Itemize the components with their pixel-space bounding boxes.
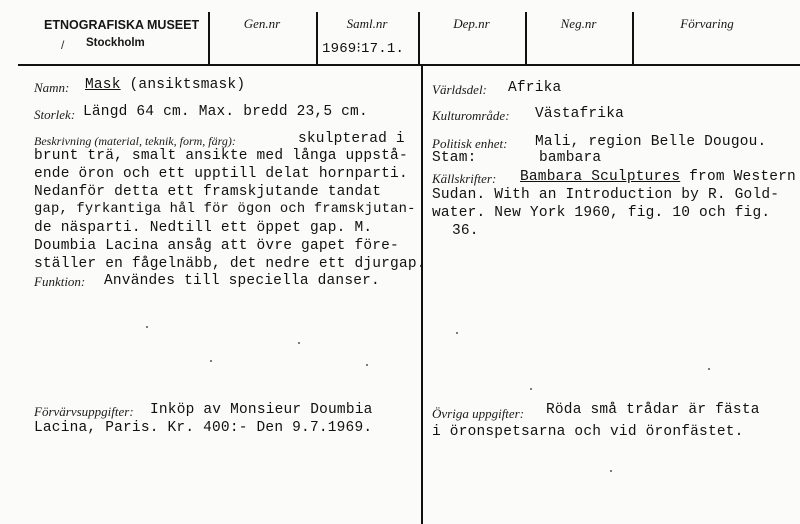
namn-main: Mask [85, 77, 121, 93]
kallskrifter-title: Bambara Sculptures [520, 169, 681, 185]
forvarv-value-line2: Lacina, Paris. Kr. 400:- Den 9.7.1969. [34, 420, 373, 436]
header-bottom-rule [18, 64, 800, 66]
forvarv-value: Inköp av Monsieur Doumbia [150, 402, 373, 418]
namn-rest: (ansiktsmask) [120, 77, 246, 93]
speck [530, 388, 532, 390]
kallskrifter-line: water. New York 1960, fig. 10 och fig. [432, 205, 771, 221]
speck [366, 364, 368, 366]
beskrivning-label: Beskrivning (material, teknik, form, färg): [34, 134, 236, 148]
speck [146, 326, 148, 328]
speck [298, 342, 300, 344]
kallskrifter-rest: from Western [680, 169, 796, 185]
speck [210, 360, 212, 362]
gen-nr-label: Gen.nr [243, 16, 281, 31]
saml-nr-value: 1969⁝17.1. [322, 41, 405, 57]
beskrivning-line: Nedanför detta ett framskjutande tandat [34, 184, 382, 200]
ovriga-value-line2: i öronspetsarna och vid öronfästet. [432, 424, 744, 440]
museum-city: Stockholm [86, 37, 145, 49]
funktion-label: Funktion: [34, 274, 86, 289]
namn-label: Namn: [34, 80, 70, 95]
pencil-mark: / [61, 38, 65, 52]
neg-nr-label: Neg.nr [560, 16, 597, 31]
beskrivning-line: ställer en fågelnäbb, det nedre ett djurgap. [34, 256, 426, 272]
dep-nr-label: Dep.nr [453, 16, 490, 31]
storlek-value: Längd 64 cm. Max. bredd 23,5 cm. [83, 104, 368, 120]
kallskrifter-value [520, 169, 796, 185]
beskrivning-line: Doumbia Lacina ansåg att övre gapet före- [34, 238, 399, 254]
speck [708, 368, 710, 370]
politisk-enhet-label: Politisk enhet: [432, 136, 508, 151]
namn-value [85, 77, 245, 93]
varldsdel-label: Världsdel: [432, 82, 487, 97]
kallskrifter-line: 36. [452, 223, 479, 239]
storlek-label: Storlek: [34, 107, 76, 122]
speck [456, 332, 458, 334]
ovriga-value: Röda små trådar är fästa [546, 402, 760, 418]
beskrivning-line: brunt trä, smalt ansikte med långa uppstå- [34, 148, 408, 164]
kallskrifter-label: Källskrifter: [432, 171, 497, 186]
body-divider [421, 66, 423, 524]
kulturomrade-value: Västafrika [535, 106, 625, 122]
beskrivning-line: ende öron och ett upptill delat hornparti. [34, 166, 408, 182]
saml-nr-label: Saml.nr [346, 16, 388, 31]
politisk-enhet-value: Mali, region Belle Dougou. [535, 134, 767, 150]
kallskrifter-line: Sudan. With an Introduction by R. Gold- [432, 187, 780, 203]
funktion-value: Användes till speciella danser. [104, 273, 380, 289]
varldsdel-value: Afrika [508, 80, 562, 96]
beskrivning-line: gap, fyrkantiga hål för ögon och framskjutan- [34, 202, 416, 217]
beskrivning-first-line: skulpterad i [298, 131, 405, 147]
beskrivning-line: de näsparti. Nedtill ett öppet gap. M. [34, 220, 373, 236]
ovriga-label: Övriga uppgifter: [432, 406, 525, 421]
forvarv-label: Förvärvsuppgifter: [34, 404, 134, 419]
speck [610, 470, 612, 472]
museum-name: ETNOGRAFISKA MUSEET [44, 18, 200, 32]
stam-value: bambara [539, 150, 602, 166]
kulturomrade-label: Kulturområde: [432, 108, 510, 123]
forvaring-label: Förvaring [680, 16, 734, 31]
stam-label: Stam: [432, 150, 477, 166]
